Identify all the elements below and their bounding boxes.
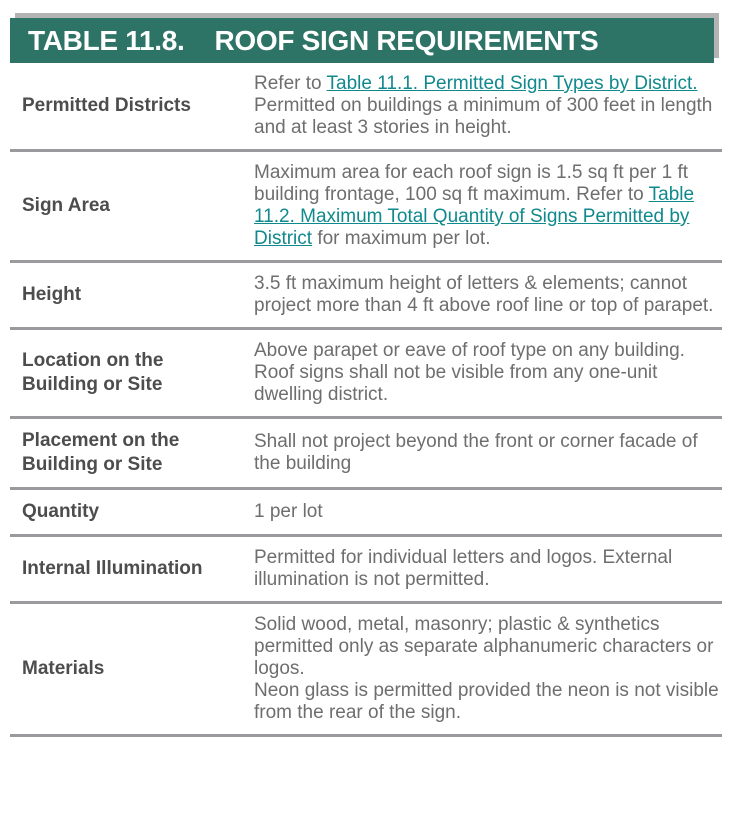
row-label: Sign Area <box>22 195 110 216</box>
table-title: ROOF SIGN REQUIREMENTS <box>214 24 599 56</box>
row-label: Placement on the Building or Site <box>22 430 180 475</box>
content-text: Permitted on buildings a minimum of 300 feet in length and at least 3 stories in height. <box>254 95 713 138</box>
table-row <box>10 152 722 263</box>
content-text: Above parapet or eave of roof type on any building. Roof signs shall not be visible from any one-unit dwelling district. <box>254 340 685 405</box>
table-row <box>10 330 722 419</box>
row-content <box>254 547 722 591</box>
table-row <box>10 63 722 152</box>
row-content <box>254 73 722 139</box>
content-text: Solid wood, metal, masonry; plastic & synthetics permitted only as separate alphanumeric characters or logos. <box>254 614 714 679</box>
row-label: Materials <box>22 658 105 679</box>
content-text: 3.5 ft maximum height of letters & elements; cannot project more than 4 ft above roof line or top of parapet. <box>254 273 714 316</box>
table-row <box>10 419 722 490</box>
content-text: Permitted for individual letters and logos. External illumination is not permitted. <box>254 547 673 590</box>
row-label: Height <box>22 284 82 305</box>
table-row <box>10 263 722 330</box>
content-text: Refer to <box>254 73 327 94</box>
table-header <box>10 18 714 63</box>
content-text: for maximum per lot. <box>312 228 491 249</box>
content-text: Neon glass is permitted provided the neon is not visible from the rear of the sign. <box>254 680 719 723</box>
row-content <box>254 614 722 724</box>
roof-sign-requirements-table <box>10 63 722 737</box>
content-text: 1 per lot <box>254 501 323 522</box>
row-label: Internal Illumination <box>22 558 203 579</box>
row-content <box>254 501 722 523</box>
document-page <box>0 18 731 737</box>
table-row <box>10 537 722 604</box>
row-label: Location on the Building or Site <box>22 350 164 395</box>
cross-reference-link[interactable]: Table 11.1. Permitted Sign Types by District. <box>326 73 698 94</box>
cross-reference-link[interactable]: Table 11.2. Maximum Total Quantity of Signs Permitted by District <box>254 184 695 249</box>
row-label: Permitted Districts <box>22 95 191 116</box>
content-text: Maximum area for each roof sign is 1.5 sq ft per 1 ft building frontage, 100 sq ft maximum. Refer to <box>254 162 689 205</box>
row-content <box>254 431 722 475</box>
content-text: Shall not project beyond the front or corner facade of the building <box>254 431 698 474</box>
table-row <box>10 490 722 537</box>
row-content <box>254 340 722 406</box>
row-content <box>254 162 722 250</box>
table-row <box>10 604 722 737</box>
table-number: TABLE 11.8. <box>28 24 185 56</box>
row-content <box>254 273 722 317</box>
row-label: Quantity <box>22 501 100 522</box>
